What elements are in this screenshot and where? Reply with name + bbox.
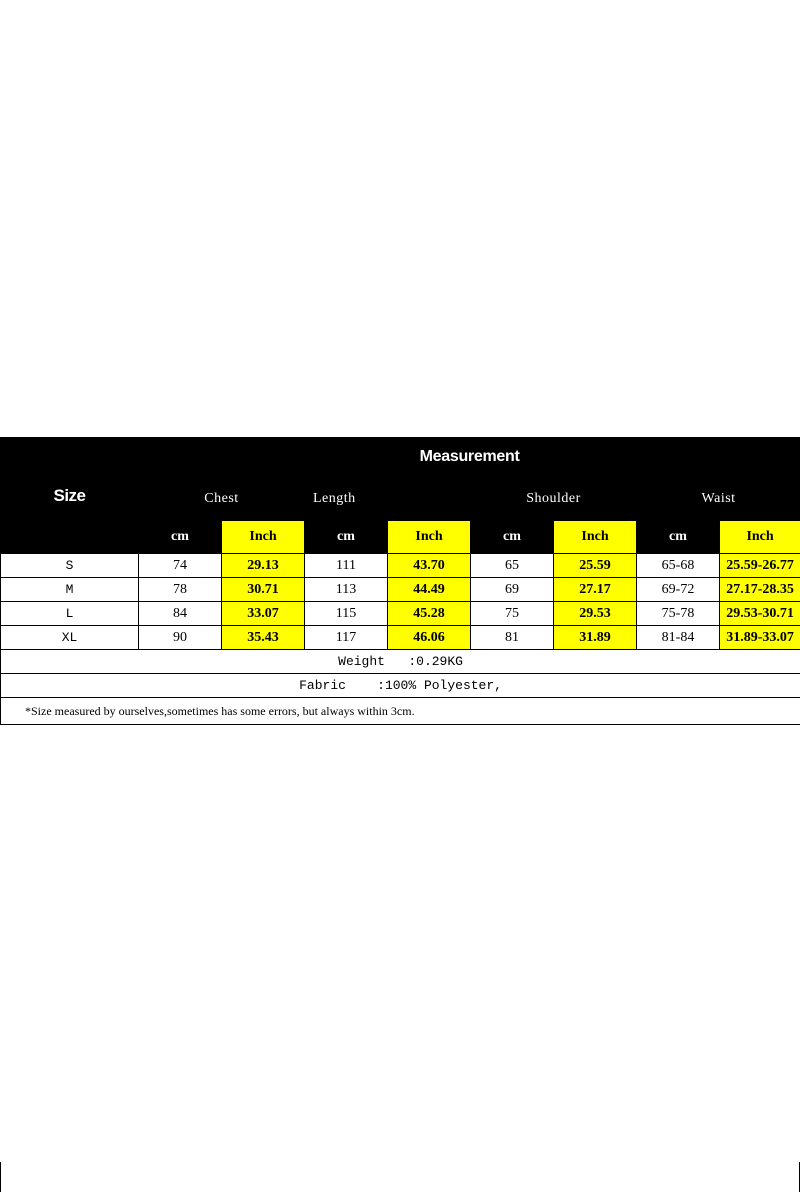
shoulder-cm-cell: 75: [471, 602, 554, 626]
waist-inch-header: Inch: [720, 521, 800, 554]
size-row-s: [1, 554, 800, 578]
length-inch-cell: 45.28: [388, 602, 471, 626]
size-cell: M: [1, 578, 139, 602]
chest-header: Chest: [139, 477, 305, 521]
waist-inch-cell: 27.17-28.35: [720, 578, 800, 602]
chest-inch-header: Inch: [222, 521, 305, 554]
length-inch-cell: 46.06: [388, 626, 471, 650]
waist-inch-cell: 29.53-30.71: [720, 602, 800, 626]
size-cell: L: [1, 602, 139, 626]
length-cm-cell: 117: [305, 626, 388, 650]
waist-header: Waist: [637, 477, 800, 521]
shoulder-header: Shoulder: [471, 477, 637, 521]
length-cm-cell: 111: [305, 554, 388, 578]
waist-cm-cell: 81-84: [637, 626, 720, 650]
length-inch-cell: 44.49: [388, 578, 471, 602]
fabric-row: [1, 674, 800, 698]
chest-inch-cell: 35.43: [222, 626, 305, 650]
chest-inch-cell: 30.71: [222, 578, 305, 602]
size-row-xl: [1, 626, 800, 650]
shoulder-cm-cell: 81: [471, 626, 554, 650]
chest-cm-cell: 74: [139, 554, 222, 578]
shoulder-inch-cell: 31.89: [554, 626, 637, 650]
size-header: Size: [1, 438, 139, 554]
shoulder-cm-cell: 65: [471, 554, 554, 578]
waist-cm-cell: 75-78: [637, 602, 720, 626]
size-row-l: [1, 602, 800, 626]
note-row: [1, 698, 800, 725]
size-chart: [0, 437, 800, 757]
length-inch-header: Inch: [388, 521, 471, 554]
chest-cm-cell: 78: [139, 578, 222, 602]
waist-cm-cell: 69-72: [637, 578, 720, 602]
size-chart-table: [0, 437, 800, 725]
shoulder-inch-cell: 27.17: [554, 578, 637, 602]
length-cm-cell: 115: [305, 602, 388, 626]
shoulder-cm-cell: 69: [471, 578, 554, 602]
waist-cm-cell: 65-68: [637, 554, 720, 578]
waist-cm-header: cm: [637, 521, 720, 554]
size-row-m: [1, 578, 800, 602]
shoulder-inch-cell: 25.59: [554, 554, 637, 578]
waist-inch-cell: 31.89-33.07: [720, 626, 800, 650]
chest-inch-cell: 33.07: [222, 602, 305, 626]
shoulder-cm-header: cm: [471, 521, 554, 554]
length-cm-cell: 113: [305, 578, 388, 602]
chest-inch-cell: 29.13: [222, 554, 305, 578]
size-cell: XL: [1, 626, 139, 650]
table-bottom-edge: [0, 1162, 800, 1192]
measurement-header-row: [1, 438, 800, 477]
fabric-text: Fabric :100% Polyester,: [1, 674, 800, 698]
shoulder-inch-header: Inch: [554, 521, 637, 554]
length-inch-cell: 43.70: [388, 554, 471, 578]
chest-cm-cell: 90: [139, 626, 222, 650]
shoulder-inch-cell: 29.53: [554, 602, 637, 626]
length-cm-header: cm: [305, 521, 388, 554]
size-cell: S: [1, 554, 139, 578]
weight-text: Weight :0.29KG: [1, 650, 800, 674]
size-note-text: *Size measured by ourselves,sometimes has some errors, but always within 3cm.: [1, 698, 800, 725]
measurement-header: Measurement: [139, 438, 800, 477]
chest-cm-header: cm: [139, 521, 222, 554]
waist-inch-cell: 25.59-26.77: [720, 554, 800, 578]
weight-row: [1, 650, 800, 674]
chest-cm-cell: 84: [139, 602, 222, 626]
length-header: Length: [305, 477, 471, 521]
